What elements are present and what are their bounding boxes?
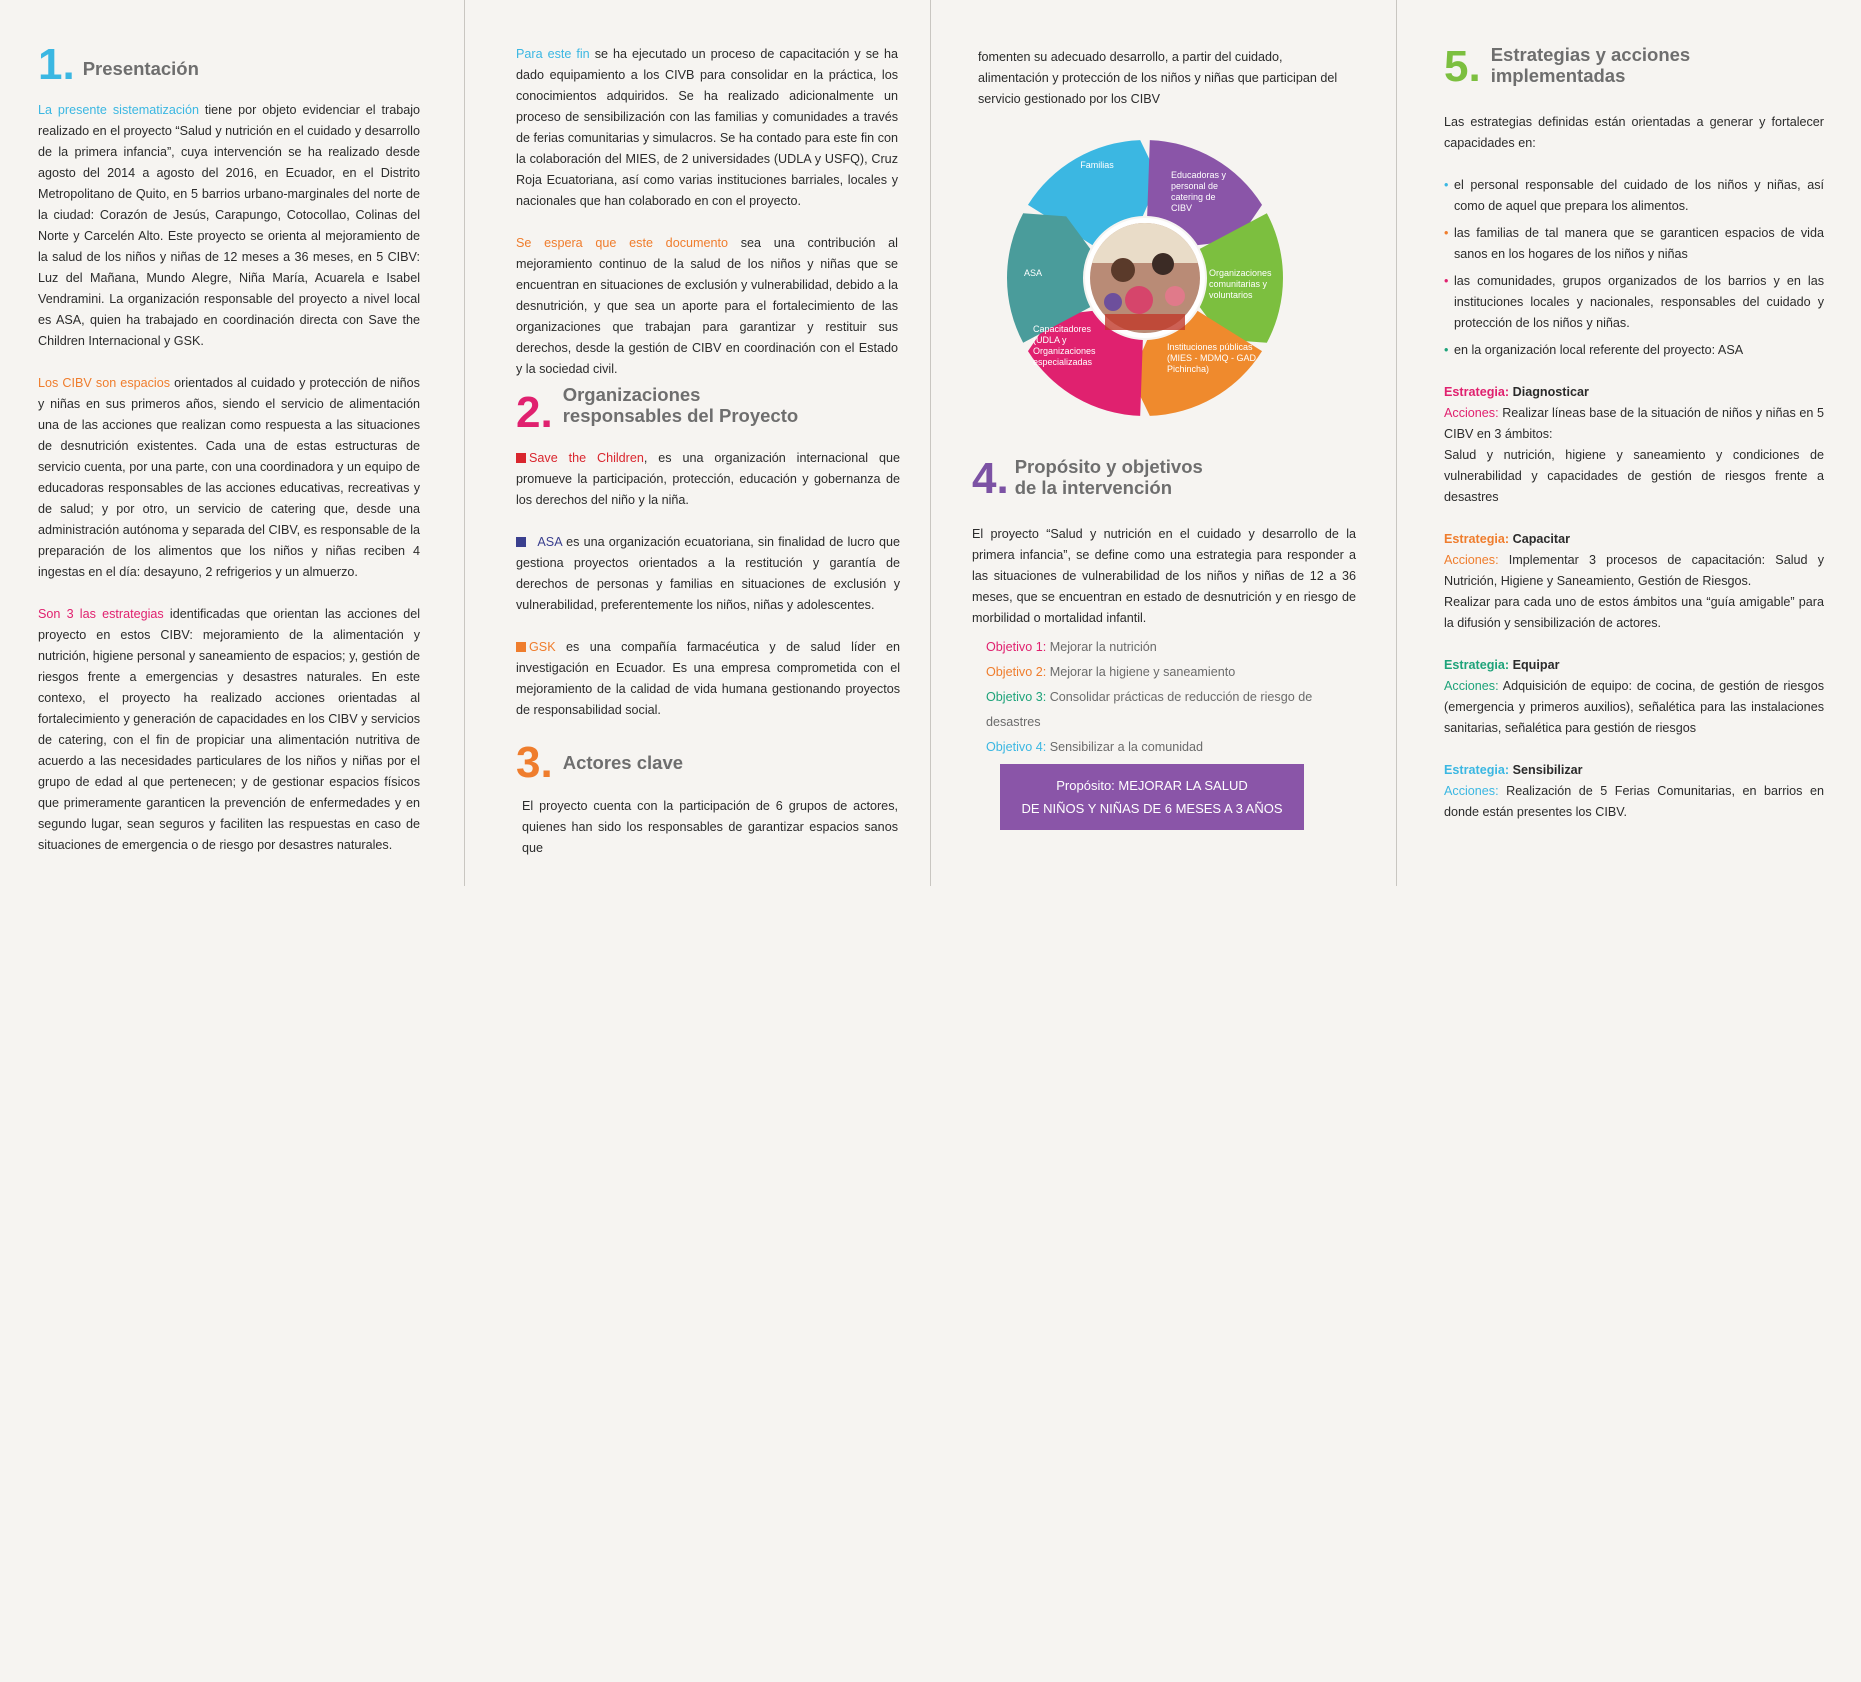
paragraph-proposito: El proyecto “Salud y nutrición en el cuidado y desarrollo de la primera infancia”, se define como una estrategia para responder a las situaciones de vulnerabilidad de los niños y niñas de 12 a 36 meses, que se encuentran en estado de desnutrición y en riesgo de morbilidad o mortalidad infantil. <box>972 527 1356 625</box>
objective-item <box>986 660 1356 685</box>
actors-intro <box>522 796 898 1682</box>
lead-text: Se espera que este documento <box>516 236 728 250</box>
objective-text: Mejorar la nutrición <box>1049 640 1157 654</box>
strategy-actions <box>1444 550 1824 592</box>
lead-text: La presente sistematización <box>38 103 199 117</box>
strategy-label: Estrategia: <box>1444 385 1510 399</box>
actor-label-familias: Familias <box>1080 160 1114 170</box>
actions-label: Acciones: <box>1444 553 1499 567</box>
actor-label-capacitadores: Capacitadores (UDLA y Organizaciones especializadas <box>1033 324 1096 367</box>
strategy-label: Estrategia: <box>1444 763 1510 777</box>
actions-text: Realizar líneas base de la situación de niños y niñas en 5 CIBV en 3 ámbitos: <box>1444 406 1824 441</box>
strategy-label: Estrategia: <box>1444 532 1510 546</box>
title-line-1: Propósito y objetivos <box>1014 456 1203 477</box>
strategy-name: Diagnosticar <box>1512 385 1589 399</box>
section-1-heading <box>38 42 199 88</box>
panel-divider-1 <box>464 0 465 886</box>
section-title: Actores clave <box>562 752 684 773</box>
title-line-2: implementadas <box>1490 65 1626 86</box>
paragraph-se-espera <box>516 233 898 380</box>
paragraph-cibv <box>38 373 420 583</box>
title-line-2: responsables del Proyecto <box>562 405 799 426</box>
objective-text: Consolidar prácticas de reducción de riesgo de desastres <box>986 690 1313 729</box>
title-line-1: Estrategias y acciones <box>1490 44 1691 65</box>
section-4-heading <box>972 456 1203 502</box>
purpose-banner <box>1000 764 1304 830</box>
objective-text: Sensibilizar a la comunidad <box>1049 740 1204 754</box>
actor-label-instituciones: Instituciones públicas (MIES - MDMQ - GAD Pichincha) <box>1167 342 1256 374</box>
objective-label: Objetivo 2: <box>986 665 1047 679</box>
body-text: identificadas que orientan las acciones del proyecto en estos CIBV: mejoramiento de la alimentación y nutrición, higiene personal y saneamiento de espacios; y, gestión de riesgos frente a emergencias y desastres naturales. En este contexo, el proyecto ha realizado acciones orientadas al fortalecimiento y generación de capacidades en los CIBV y servicios de catering, con el fin de propiciar una alimentación nutritiva de acuerdo a las necesidades particulares de los niños y niñas por el grupo de edad al que pertenecen; y de gestionar espacios físicos que primeramente garanticen la prevención de enfermedades y en segundo lugar, sean seguros y faciliten las respuestas en caso de situaciones de emergencia o de riesgo por desastres naturales. <box>38 607 420 852</box>
bullet-text: en la organización local referente del proyecto: ASA <box>1454 343 1744 357</box>
org-gsk <box>516 637 900 721</box>
strategy-name: Capacitar <box>1512 532 1570 546</box>
panel-divider-3 <box>1396 0 1397 886</box>
section-number: 5. <box>1444 42 1481 91</box>
bullet-text: las comunidades, grupos organizados de los barrios y en las instituciones locales y nacionales, responsables del cuidado y protección de los niños y niñas. <box>1454 274 1824 330</box>
body-text: se ha ejecutado un proceso de capacitación y se ha dado equipamiento a los CIVB para consolidar en la práctica, los conocimientos adquiridos. Se ha realizado adicionalmente un proceso de sensibilización con las familias y comunidades a través de ferias comunitarias y simulacros. Se ha contado para este fin con la colaboración del MIES, de 2 universidades (UDLA y USFQ), Cruz Roja Ecuatoriana, así como varias instituciones barriales, locales y nacionales que han colaborado en con el proyecto. <box>516 47 898 208</box>
strategy-heading <box>1444 382 1824 403</box>
strategy-capacitar <box>1444 529 1824 634</box>
section-title <box>563 384 798 426</box>
strategy-name: Equipar <box>1512 658 1560 672</box>
bullet-item <box>1444 175 1824 217</box>
title-line-2: de la intervención <box>1014 477 1172 498</box>
bullet-icon: • <box>1444 343 1449 357</box>
strategy-heading <box>1444 529 1824 550</box>
objectives-list <box>986 635 1356 760</box>
actors-cycle-diagram <box>1000 128 1290 428</box>
red-square-icon <box>516 453 526 463</box>
org-description: , es una organización internacional que promueve la participación, protección, educación y gobernanza de los derechos del niño y la niña. <box>516 451 900 507</box>
org-name: Save the Children <box>529 451 644 465</box>
strategy-heading <box>1444 655 1824 676</box>
section-5-heading <box>1444 44 1690 90</box>
strategy-name: Sensibilizar <box>1512 763 1583 777</box>
strategy-sensibilizar <box>1444 760 1824 823</box>
paragraph-presentacion <box>38 100 420 352</box>
bullet-text: las familias de tal manera que se garanticen espacios de vida sanos en los hogares de los niños y niñas <box>1454 226 1824 261</box>
section-number: 1. <box>38 40 75 89</box>
actions-label: Acciones: <box>1444 679 1499 693</box>
strategy-extra: Salud y nutrición, higiene y saneamiento y condiciones de vulnerabilidad y capacidades de gestión de riesgos frente a desastres <box>1444 448 1824 504</box>
objective-label: Objetivo 1: <box>986 640 1047 654</box>
bullet-icon: • <box>1444 274 1449 288</box>
strategy-label: Estrategia: <box>1444 658 1510 672</box>
panel-divider-2 <box>930 0 931 886</box>
section-3-heading <box>516 740 683 786</box>
bullet-icon: • <box>1444 178 1449 192</box>
org-description: es una organización ecuatoriana, sin finalidad de lucro que gestiona proyectos orientados a la restitución y garantía de derechos de personas y familias en situaciones de exclusión y vulnerabilidad, preferentemente los niños, niñas y adolescentes. <box>516 535 901 612</box>
org-name: ASA <box>537 535 562 549</box>
body-text: sea una contribución al mejoramiento continuo de la salud de los niños y niñas que se encuentran en situaciones de exclusión y vulnerabilidad, debido a la desnutrición, y que sea un aporte para el fortalecimiento de las organizaciones que trabajan para garantizar y restituir sus derechos, desde la gestión de CIBV en coordinación con el Estado y la sociedad civil. <box>516 236 898 376</box>
lead-text: Para este fin <box>516 47 590 61</box>
org-name: GSK <box>529 640 556 654</box>
bullet-item <box>1444 223 1824 265</box>
body-text: tiene por objeto evidenciar el trabajo realizado en el proyecto “Salud y nutrición en el cuidado y desarrollo de la primera infancia”, cuya intervención se ha realizado desde agosto del 2014 a agosto del 2016, en Ecuador, en el Distrito Metropolitano de Quito, en 5 barrios urbano-marginales del norte de la ciudad: Corazón de Jesús, Carapungo, Cotocollao, Colinas del Norte y Carcelén Alto. Este proyecto se orienta al mejoramiento de la salud de los niños y niñas de 12 meses a 36 meses, en 5 CIBV: Luz del Mañana, Mundo Alegre, Niña María, Acuarela e Isabel Vendramini. La organización responsable del proyecto a nivel local es ASA, quien ha trabajado en coordinación directa con Save the Children Internacional y GSK. <box>38 103 421 348</box>
actions-label: Acciones: <box>1444 406 1499 420</box>
capacity-bullets <box>1444 175 1824 361</box>
objective-item <box>986 635 1356 660</box>
paragraph-intro: Las estrategias definidas están orientadas a generar y fortalecer capacidades en: <box>1444 115 1824 150</box>
section-number: 2. <box>516 388 553 437</box>
body-text: orientados al cuidado y protección de niños y niñas en sus primeros años, siendo el servicio de alimentación una de las acciones que realizan como respuesta a las situaciones de desnutrición existentes. Cada una de estas estructuras de servicio cuenta, por una parte, con una coordinadora y un equipo de educadoras responsables de las acciones educativas, recreativas y de salud; y por otro, un servicio de catering que, desde una administración autónoma y separada del CIBV, es responsable de la preparación de los alimentos que los niños y niñas reciben 4 ingestas en el día: desayuno, 2 refrigerios y un almuerzo. <box>38 376 420 579</box>
actions-text: Adquisición de equipo: de cocina, de gestión de riesgos (emergencia y primeros auxilios), señalética para las instalaciones sanitarias, señalética para gestión de riesgos <box>1444 679 1824 735</box>
purpose-block <box>972 524 1356 1410</box>
lead-text: Los CIBV son espacios <box>38 376 171 390</box>
strategy-heading <box>1444 760 1824 781</box>
section-title: Presentación <box>82 58 199 79</box>
org-description: es una compañía farmacéutica y de salud líder en investigación en Ecuador. Es una empresa comprometida con el mejoramiento de la calidad de vida humana gestionando proyectos de responsabilidad social. <box>516 640 900 717</box>
actions-text: Realización de 5 Ferias Comunitarias, en barrios en donde están presentes los CIBV. <box>1444 784 1824 819</box>
actor-label-educadoras: Educadoras y personal de catering de CIBV <box>1171 170 1227 213</box>
section-number: 4. <box>972 454 1009 503</box>
objective-label: Objetivo 3: <box>986 690 1047 704</box>
paragraph-para-este-fin <box>516 44 898 212</box>
org-asa <box>516 532 900 616</box>
lead-text: Son 3 las estrategias <box>38 607 164 621</box>
strategy-actions <box>1444 781 1824 823</box>
strategy-diagnosticar <box>1444 382 1824 508</box>
bullet-icon: • <box>1444 226 1449 240</box>
column-1 <box>38 100 420 986</box>
bullet-item <box>1444 271 1824 334</box>
title-line-1: Organizaciones <box>562 384 701 405</box>
strategy-equipar <box>1444 655 1824 739</box>
objective-label: Objetivo 4: <box>986 740 1047 754</box>
section-number: 3. <box>516 738 553 787</box>
objective-text: Mejorar la higiene y saneamiento <box>1049 665 1236 679</box>
actor-label-organizaciones: Organizaciones comunitarias y voluntarios <box>1209 268 1272 300</box>
bullet-text: el personal responsable del cuidado de los niños y niñas, así como de aquel que prepara los alimentos. <box>1454 178 1824 213</box>
banner-line-1: Propósito: MEJORAR LA SALUD <box>1056 778 1248 793</box>
strategy-actions <box>1444 676 1824 739</box>
objective-item <box>986 685 1356 735</box>
section-title <box>1491 44 1691 86</box>
paragraph-estrategias <box>38 604 420 856</box>
bullet-item <box>1444 340 1824 361</box>
paragraph-actores-cont: fomenten su adecuado desarrollo, a partir del cuidado, alimentación y protección de los niños y niñas que participan del servicio gestionado por los CIBV <box>978 50 1338 106</box>
section-title <box>1015 456 1203 498</box>
strategy-actions <box>1444 403 1824 445</box>
actions-text: Implementar 3 procesos de capacitación: Salud y Nutrición, Higiene y Saneamiento, Gestión de Riesgos. <box>1444 553 1824 588</box>
center-photo <box>1090 223 1200 333</box>
strategy-extra: Realizar para cada uno de estos ámbitos una “guía amigable” para la difusión y sensibilización de actores. <box>1444 595 1824 630</box>
org-save-the-children <box>516 448 900 511</box>
navy-square-icon <box>516 537 526 547</box>
actions-label: Acciones: <box>1444 784 1499 798</box>
actor-label-asa: ASA <box>1023 268 1043 278</box>
section-2-heading <box>516 384 798 436</box>
column-4 <box>1444 112 1824 998</box>
objective-item <box>986 735 1356 760</box>
paragraph-actores: El proyecto cuenta con la participación de 6 grupos de actores, quienes han sido los responsables de garantizar espacios sanos que <box>522 799 898 855</box>
banner-line-2: DE NIÑOS Y NIÑAS DE 6 MESES A 3 AÑOS <box>1021 801 1283 816</box>
orange-square-icon <box>516 642 526 652</box>
